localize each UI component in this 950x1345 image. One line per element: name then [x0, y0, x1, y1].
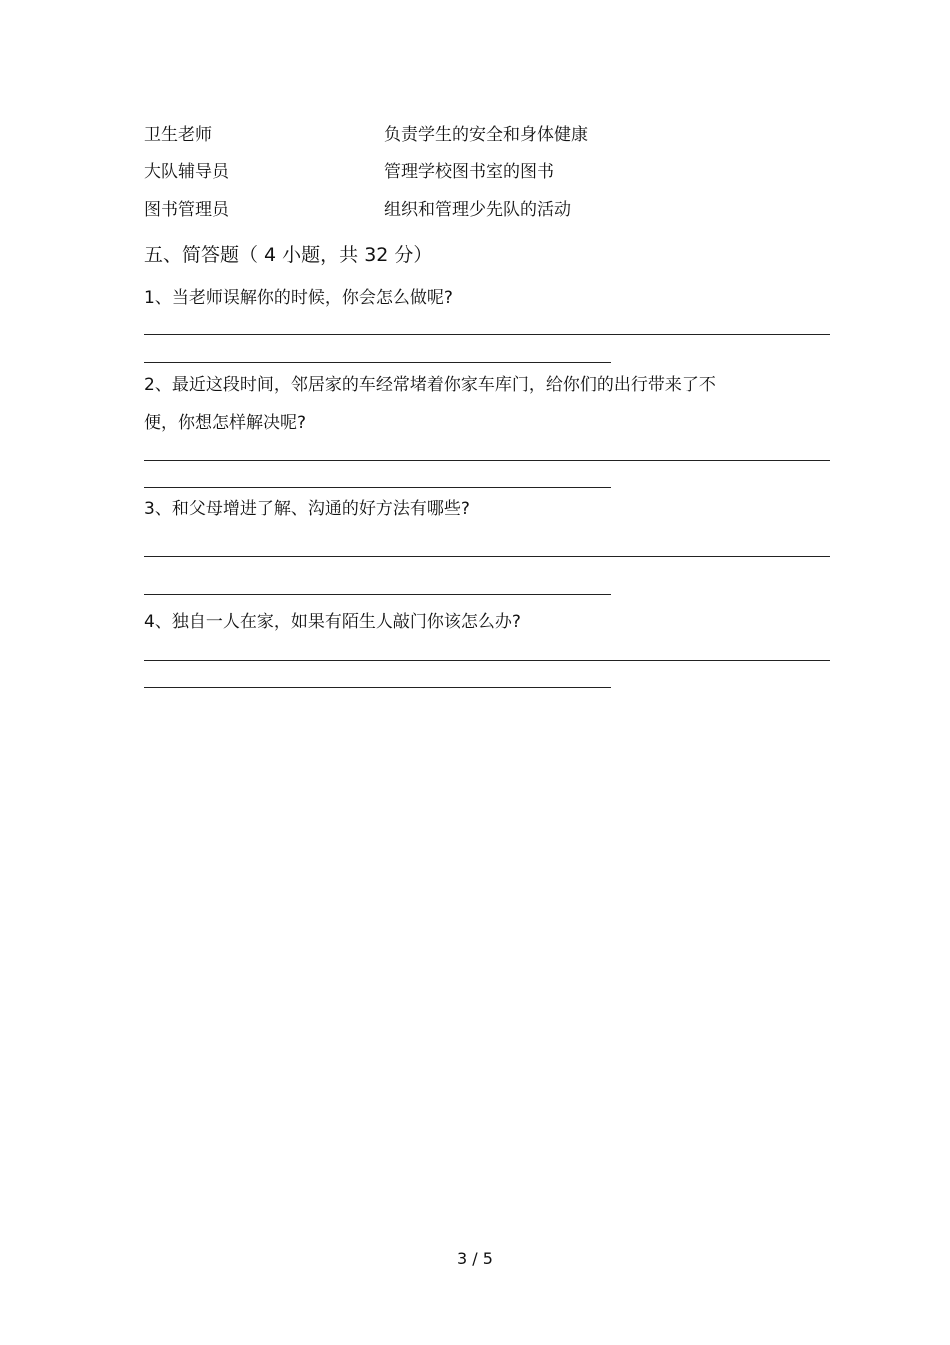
- answer-line: [144, 660, 830, 661]
- answer-line: [144, 594, 611, 595]
- answer-line: [144, 556, 830, 557]
- matching-left-1: 卫生老师: [144, 125, 212, 145]
- question-2-line-2: 便，你想怎样解决呢?: [144, 413, 307, 433]
- page-number: 3 / 5: [457, 1249, 493, 1268]
- answer-line: [144, 687, 611, 688]
- matching-right-2: 管理学校图书室的图书: [384, 162, 554, 182]
- question-3: 3、和父母增进了解、沟通的好方法有哪些?: [144, 499, 470, 519]
- matching-right-3: 组织和管理少先队的活动: [384, 200, 571, 220]
- question-4: 4、独自一人在家，如果有陌生人敲门你该怎么办?: [144, 612, 521, 632]
- answer-line: [144, 334, 830, 335]
- matching-left-2: 大队辅导员: [144, 162, 229, 182]
- matching-right-1: 负责学生的安全和身体健康: [384, 125, 588, 145]
- answer-line: [144, 362, 611, 363]
- question-2-line-1: 2、最近这段时间，邻居家的车经常堵着你家车库门，给你们的出行带来了不: [144, 375, 716, 395]
- matching-left-3: 图书管理员: [144, 200, 229, 220]
- section-title: 五、简答题（ 4 小题，共 32 分）: [144, 244, 433, 266]
- answer-line: [144, 487, 611, 488]
- question-1: 1、当老师误解你的时候，你会怎么做呢?: [144, 288, 453, 308]
- answer-line: [144, 460, 830, 461]
